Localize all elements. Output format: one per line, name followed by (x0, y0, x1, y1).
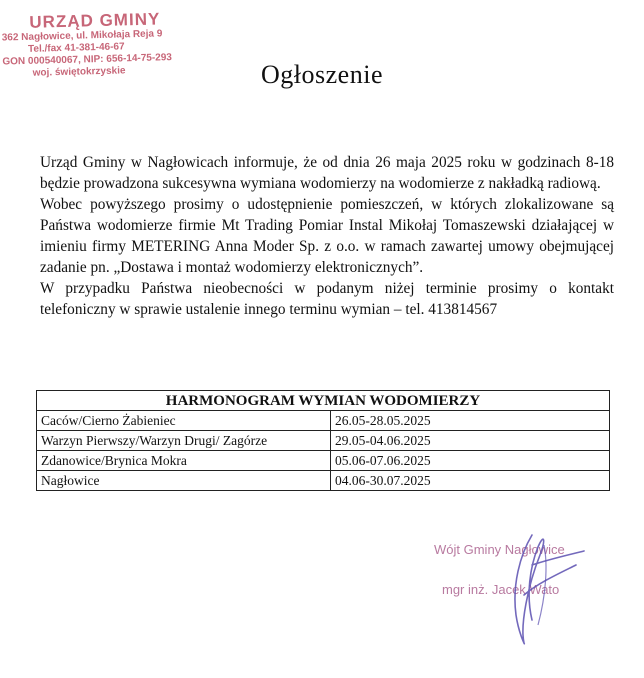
table-row (37, 471, 610, 491)
schedule-header-row (37, 391, 610, 411)
paragraph-contact: W przypadku Państwa nieobecności w podanym niżej terminie prosimy o kontakt telefoniczny w sprawie ustalenie innego terminu wymian – tel. 413814567 (40, 280, 614, 318)
announcement-body (40, 152, 614, 320)
handwritten-signature (420, 525, 620, 655)
stamp-phone: Tel./fax 41-381-46-67 (27, 41, 125, 55)
schedule-dates: 29.05-04.06.2025 (331, 431, 610, 451)
stamp-title: URZĄD GMINY (29, 9, 161, 32)
stamp-region: woj. świętokrzyskie (32, 65, 126, 79)
schedule-dates: 05.06-07.06.2025 (331, 451, 610, 471)
signature-stamp-name: mgr inż. Jacek Wato (442, 582, 560, 597)
table-row (37, 411, 610, 431)
signature-block (420, 525, 620, 655)
schedule-dates: 04.06-30.07.2025 (331, 471, 610, 491)
schedule-table (36, 390, 610, 491)
signature-stamp-title: Wójt Gminy Nagłowice (434, 542, 565, 557)
schedule-area: Caców/Cierno Żabieniec (37, 411, 331, 431)
schedule-title: HARMONOGRAM WYMIAN WODOMIERZY (37, 391, 610, 411)
table-row (37, 431, 610, 451)
stamp-ids: GON 000540067, NIP: 656-14-75-293 (2, 52, 173, 68)
schedule-area: Zdanowice/Brynica Mokra (37, 451, 331, 471)
schedule-area: Warzyn Pierwszy/Warzyn Drugi/ Zagórze (37, 431, 331, 451)
schedule-area: Nagłowice (37, 471, 331, 491)
page-title: Ogłoszenie (261, 60, 383, 89)
schedule-dates: 26.05-28.05.2025 (331, 411, 610, 431)
paragraph-intro: Urząd Gminy w Nagłowicach informuje, że od dnia 26 maja 2025 roku w godzinach 8-18 będzie prowadzona sukcesywna wymiana wodomierzy na wodomierze z nakładką radiową. (40, 154, 614, 192)
paragraph-access: Wobec powyższego prosimy o udostępnienie pomieszczeń, w których zlokalizowane są Państwa wodomierze firmie Mt Trading Pomiar Instal Mikołaj Tomaszewski działającej w imieniu firmy METERING Anna Moder Sp. z o.o. w ramach zawartej umowy obejmującej zadanie pn. „Dostawa i montaż wodomierzy elektronicznych”. (40, 196, 614, 276)
stamp-address: 362 Nagłowice, ul. Mikołaja Reja 9 (1, 28, 163, 44)
table-row (37, 451, 610, 471)
